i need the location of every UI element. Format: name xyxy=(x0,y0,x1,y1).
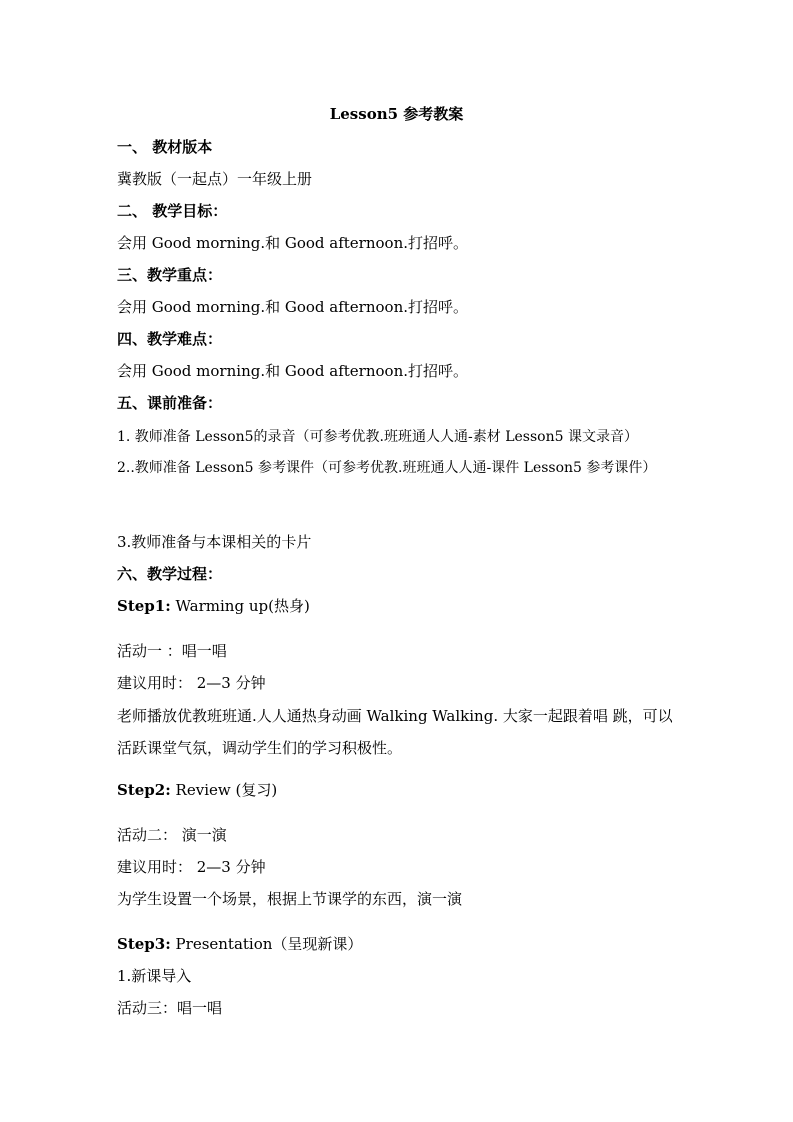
section-heading-2: 二、 教学目标： xyxy=(117,202,228,220)
section-heading-6: 六、教学过程： xyxy=(117,565,223,583)
paragraph: 活动一 ：唱一唱 xyxy=(117,642,227,660)
step-label: Step1: xyxy=(117,597,171,615)
step-heading xyxy=(117,596,679,616)
step-label: Step2: xyxy=(117,781,171,799)
section-heading-3: 三、教学重点： xyxy=(117,266,223,284)
section-heading-5: 五、课前准备： xyxy=(117,394,223,412)
paragraph: 建议用时： 2—3 分钟 xyxy=(117,674,266,692)
paragraph: 活动二： 演一演 xyxy=(117,826,227,844)
doc-title: Lesson5 参考教案 xyxy=(329,105,464,123)
section-heading-1: 一、 教材版本 xyxy=(117,138,213,156)
paragraph: 为学生设置一个场景，根据上节课学的东西，演一演 xyxy=(117,890,463,908)
step-title: Presentation（呈现新课） xyxy=(170,935,363,953)
list-item: 1. 教师准备 Lesson5的录音（可参考优教.班班通人人通-素材 Lesson5 课文录音） xyxy=(117,429,638,445)
paragraph: 会用 Good morning.和 Good afternoon.打招呼。 xyxy=(117,298,468,316)
paragraph: 老师播放优教班班通.人人通热身动画 Walking Walking. 大家一起跟着唱 跳，可以活跃课堂气氛，调动学生们的学习积极性。 xyxy=(117,707,673,757)
step-title: Warming up(热身) xyxy=(170,597,310,615)
step-heading xyxy=(117,934,679,954)
list-item: 3.教师准备与本课相关的卡片 xyxy=(117,533,312,551)
paragraph: 冀教版（一起点）一年级上册 xyxy=(117,170,313,188)
paragraph: 活动三：唱一唱 xyxy=(117,999,223,1017)
step-label: Step3: xyxy=(117,935,171,953)
paragraph: 1.新课导入 xyxy=(117,967,192,985)
paragraph: 建议用时： 2—3 分钟 xyxy=(117,858,266,876)
paragraph: 会用 Good morning.和 Good afternoon.打招呼。 xyxy=(117,234,468,252)
step-heading xyxy=(117,780,679,800)
step-title: Review (复习) xyxy=(170,781,278,799)
list-item: 2..教师准备 Lesson5 参考课件（可参考优教.班班通人人通-课件 Lesson5 参考课件） xyxy=(117,460,657,476)
section-heading-4: 四、教学难点： xyxy=(117,330,223,348)
paragraph: 会用 Good morning.和 Good afternoon.打招呼。 xyxy=(117,362,468,380)
